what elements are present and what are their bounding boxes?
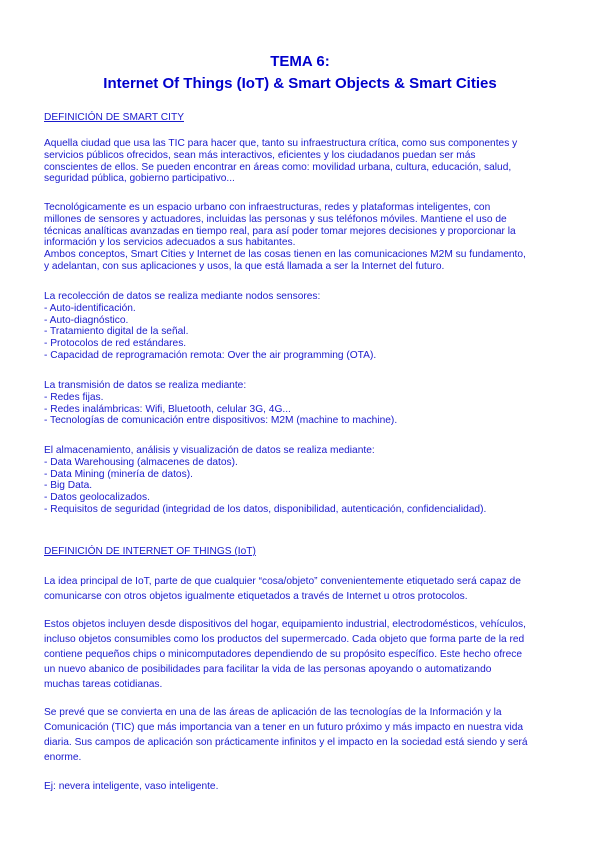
paragraph (44, 138, 584, 185)
section-heading-iot: DEFINICIÓN DE INTERNET OF THINGS (IoT) (44, 546, 256, 557)
text-line: La transmisión de datos se realiza mediante: (44, 380, 247, 391)
paragraph (44, 705, 584, 765)
list-item: - Tecnologías de comunicación entre dispositivos: M2M (machine to machine). (44, 415, 398, 427)
text-line: Aquella ciudad que usa las TIC para hacer que, tanto su infraestructura crítica, como sus componentes y (44, 138, 518, 149)
list-item: - Big Data. (44, 480, 93, 492)
paragraph (44, 617, 584, 692)
paragraph (44, 779, 584, 794)
list-item: - Datos geolocalizados. (44, 492, 150, 504)
list-item: - Requisitos de seguridad (integridad de los datos, disponibilidad, autenticación, confidencialidad). (44, 503, 487, 515)
text-line: Tecnológicamente es un espacio urbano con infraestructuras, redes y plataformas inteligentes, con (44, 202, 491, 213)
text-line: incluso objetos consumibles como los productos del supermercado. Cada objeto que forma parte de la red (44, 634, 525, 645)
list-item: - Tratamiento digital de la señal. (44, 326, 189, 338)
text-line: seguridad pública, gobierno participativo... (44, 173, 235, 185)
list-item: - Protocolos de red estándares. (44, 338, 187, 350)
list-item: - Redes fijas. (44, 391, 104, 403)
text-line: Comunicación (TIC) que más importancia van a tener en un futuro próximo y más impacto en nuestra vida (44, 722, 524, 733)
list-item: - Capacidad de reprogramación remota: Over the air programming (OTA). (44, 349, 377, 361)
document-title-line1: TEMA 6: (270, 53, 330, 70)
list-sensor-nodes (44, 291, 584, 362)
section-heading-smart-city: DEFINICIÓN DE SMART CITY (44, 112, 184, 123)
list-item: - Data Mining (minería de datos). (44, 468, 193, 480)
text-line: La idea principal de IoT, parte de que cualquier “cosa/objeto” convenientemente etiquetado será capaz de (44, 576, 521, 587)
list-item: - Data Warehousing (almacenes de datos). (44, 456, 238, 468)
text-line: El almacenamiento, análisis y visualización de datos se realiza mediante: (44, 445, 375, 456)
list-item: - Auto-diagnóstico. (44, 314, 129, 326)
text-line: millones de sensores y actuadores, incluidas las personas y sus teléfonos móviles. Mantiene el uso de (44, 213, 507, 225)
text-line: La recolección de datos se realiza mediante nodos sensores: (44, 291, 321, 302)
text-line: enorme. (44, 752, 82, 763)
text-line: muchas tareas cotidianas. (44, 679, 163, 690)
text-line: servicios públicos ofrecidos, sean más interactivos, eficientes y los ciudadanos puedan ser más (44, 149, 476, 161)
text-line: Ej: nevera inteligente, vaso inteligente. (44, 781, 219, 792)
text-line: comunicarse con otros objetos igualmente etiquetados a través de Internet u otros protocolos. (44, 591, 468, 602)
text-line: Se prevé que se convierta en una de las áreas de aplicación de las tecnologías de la Información y la (44, 707, 502, 718)
list-data-transmission (44, 380, 584, 427)
list-item: - Auto-identificación. (44, 302, 136, 314)
text-line: un nuevo abanico de posibilidades para facilitar la vida de las personas apoyando o automatizando (44, 664, 492, 675)
text-line: diaria. Sus campos de aplicación son prácticamente infinitos y el impacto en la sociedad está siendo y será (44, 737, 528, 748)
paragraph (44, 574, 584, 604)
text-line: Ambos conceptos, Smart Cities y Internet de las cosas tienen en las comunicaciones M2M su fundamento, (44, 249, 526, 261)
paragraph (44, 202, 584, 273)
text-line: Estos objetos incluyen desde dispositivos del hogar, equipamiento industrial, electrodomésticos, vehículos, (44, 619, 526, 630)
text-line: contiene pequeños chips o minicomputadores dependiendo de su propósito específico. Este hecho ofrece (44, 649, 522, 660)
document-title-line2: Internet Of Things (IoT) & Smart Objects & Smart Cities (103, 75, 497, 92)
text-line: técnicas analíticas avanzadas en tiempo real, para así poder tomar mejores decisiones y proporcionar la (44, 225, 516, 237)
list-data-storage (44, 445, 584, 516)
list-item: - Redes inalámbricas: Wifi, Bluetooth, celular 3G, 4G... (44, 403, 291, 415)
text-line: información y los servicios adecuados a sus habitantes. (44, 237, 296, 249)
text-line: conscientes de ellos. Se pueden encontrar en áreas como: movilidad urbana, cultura, educación, salud, (44, 161, 512, 173)
text-line: y adelantan, con sus aplicaciones y usos, la que está llamada a ser la Internet del futuro. (44, 260, 445, 272)
